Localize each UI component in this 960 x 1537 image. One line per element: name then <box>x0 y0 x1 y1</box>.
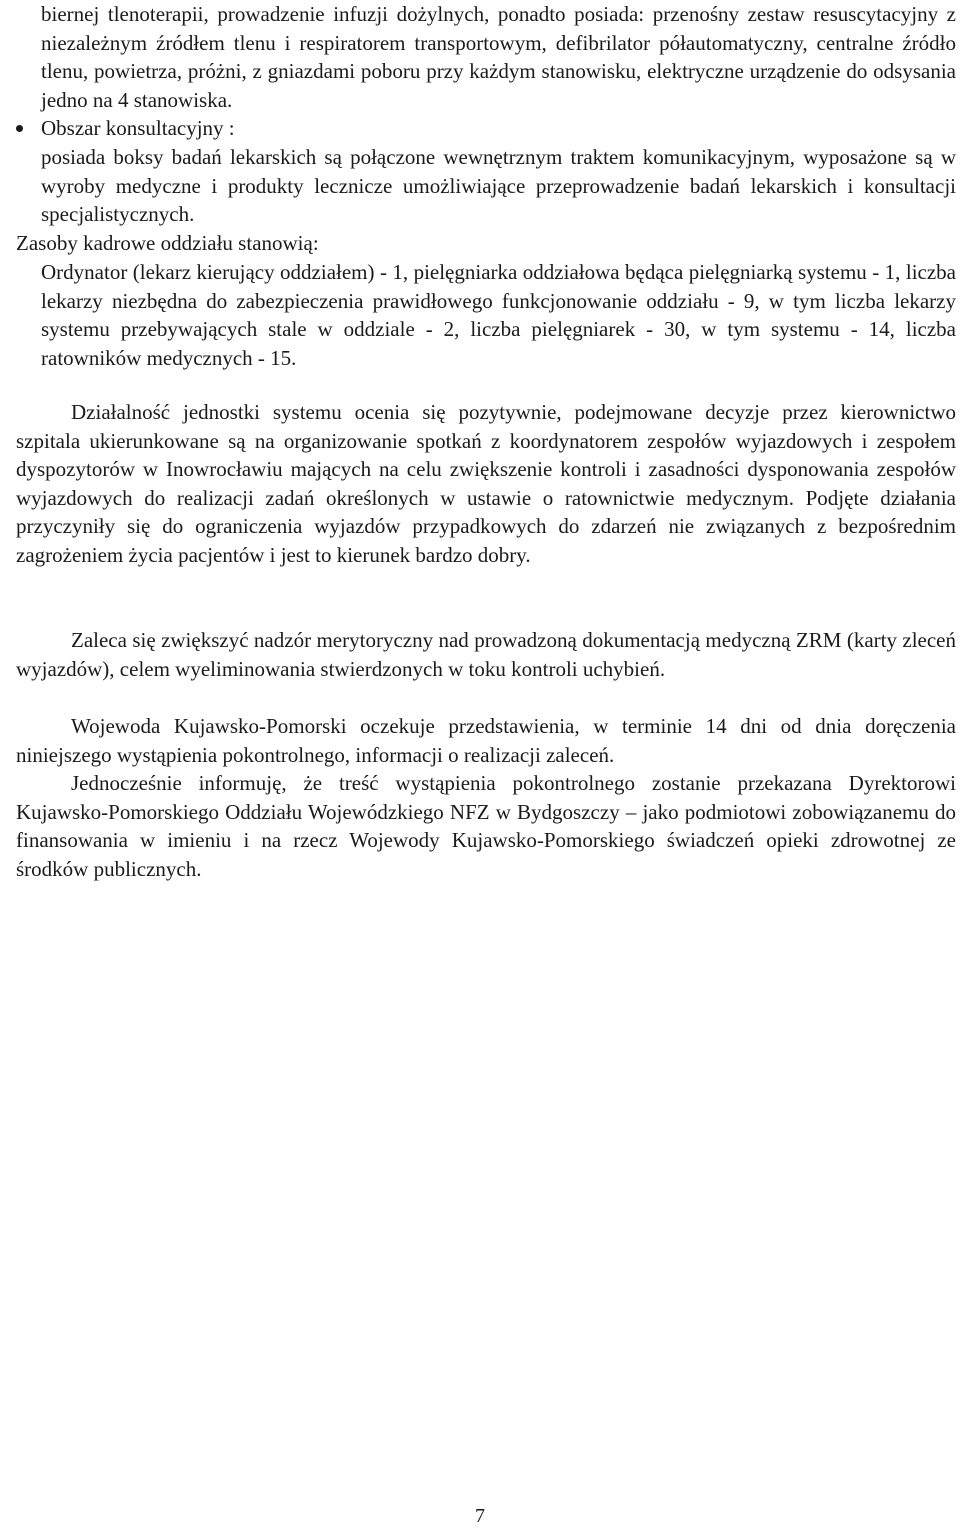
recommendation-paragraph <box>16 626 956 683</box>
staff-body: Ordynator (lekarz kierujący oddziałem) - 1, pielęgniarka oddziałowa będąca pielęgniarką systemu - 1, liczba lekarzy niezbędna do zabezpieczenia prawidłowego funkcjonowanie oddziału - 9, w tym liczba lekarzy systemu przebywających stale w oddziale - 2, liczba pielęgniarek - 30, w tym systemu - 14, liczba ratowników medycznych - 15. <box>41 260 956 370</box>
nfz-text: Jednocześnie informuję, że treść wystąpienia pokontrolnego zostanie przekazana Dyrektorowi Kujawsko-Pomorskiego Oddziału Wojewódzkiego NFZ w Bydgoszczy – jako podmiotowi zobowiązanemu do finansowania w imieniu i na rzecz Wojewody Kujawsko-Pomorskiego świadczeń opieki zdrowotnej ze środków publicznych. <box>16 771 956 881</box>
assessment-paragraph <box>16 398 956 570</box>
top-paragraph: biernej tlenoterapii, prowadzenie infuzji dożylnych, ponadto posiada: przenośny zestaw resuscytacyjny z niezależnym źródłem tlenu i respiratorem transportowym, defibrilator półautomatyczny, centralne źródło tlenu, powietrza, próżni, z gniazdami poboru przy każdym stanowisku, elektryczne urządzenie do odsysania jedno na 4 stanowiska. <box>41 2 956 112</box>
bullet-heading: Obszar konsultacyjny : <box>41 116 235 140</box>
bullet-body: posiada boksy badań lekarskich są połączone wewnętrznym traktem komunikacyjnym, wyposażone są w wyroby medyczne i produkty lecznicze umożliwiające przeprowadzenie badań lekarskich i konsultacji specjalistycznych. <box>41 145 956 227</box>
recommendation-text: Zaleca się zwiększyć nadzór merytoryczny nad prowadzoną dokumentacją medyczną ZRM (karty zleceń wyjazdów), celem wyeliminowania stwierdzonych w toku kontroli uchybień. <box>16 628 956 681</box>
bullet-icon <box>16 125 23 132</box>
page-number: 7 <box>475 1505 485 1527</box>
staff-heading: Zasoby kadrowe oddziału stanowią: <box>16 231 319 255</box>
voivode-text: Wojewoda Kujawsko-Pomorski oczekuje przedstawienia, w terminie 14 dni od dnia doręczenia niniejszego wystąpienia pokontrolnego, informacji o realizacji zaleceń. <box>16 714 956 767</box>
assessment-text: Działalność jednostki systemu ocenia się pozytywnie, podejmowane decyzje przez kierownictwo szpitala ukierunkowane są na organizowanie spotkań z koordynatorem zespołów wyjazdowych i zespołem dyspozytorów w Inowrocławiu mających na celu zwiększenie kontroli i zasadności dysponowania zespołów wyjazdowych do realizacji zadań określonych w ustawie o ratownictwie medycznym. Podjęte działania przyczyniły się do ograniczenia wyjazdów przypadkowych do zdarzeń nie związanych z bezpośrednim zagrożeniem życia pacjentów i jest to kierunek bardzo dobry. <box>16 400 956 567</box>
nfz-paragraph <box>16 769 956 883</box>
voivode-paragraph <box>16 712 956 769</box>
